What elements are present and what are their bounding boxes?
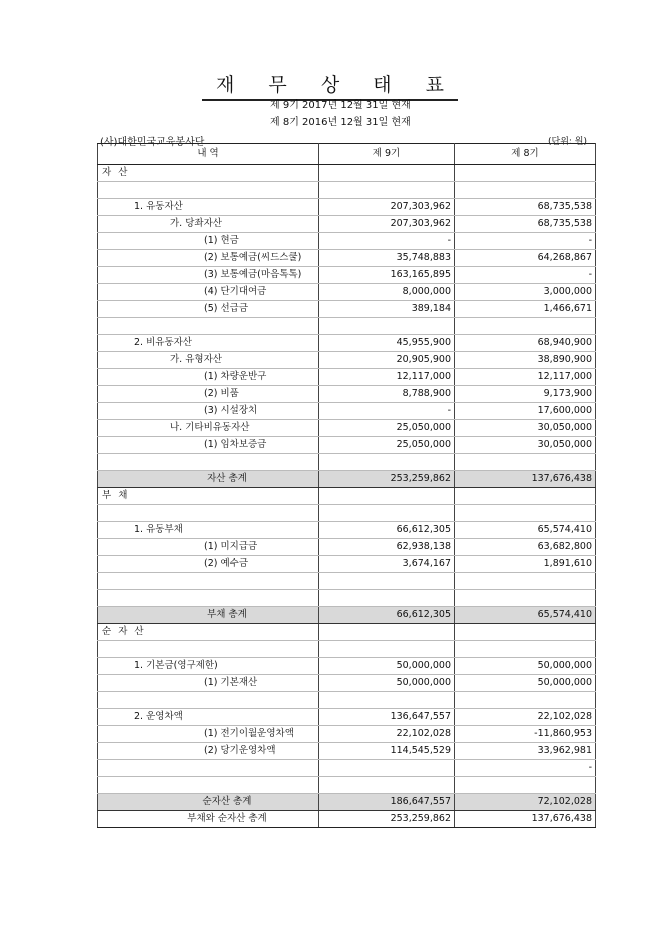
row-label: (2) 비품: [98, 386, 319, 403]
value-period-8: 68,940,900: [455, 335, 596, 352]
table-row: [98, 505, 596, 522]
value-period-9: [319, 624, 455, 641]
value-period-9: 20,905,900: [319, 352, 455, 369]
table-row: [98, 318, 596, 335]
value-period-9: [319, 165, 455, 182]
table-row: [98, 233, 596, 250]
table-row: [98, 301, 596, 318]
value-period-9: 207,303,962: [319, 199, 455, 216]
table-row: [98, 471, 596, 488]
table-row: [98, 454, 596, 471]
value-period-9: 66,612,305: [319, 522, 455, 539]
row-label: (1) 차량운반구: [98, 369, 319, 386]
value-period-9: -: [319, 403, 455, 420]
value-period-8: 1,466,671: [455, 301, 596, 318]
value-period-9: 45,955,900: [319, 335, 455, 352]
table-row: [98, 369, 596, 386]
table-row: [98, 607, 596, 624]
value-period-8: 65,574,410: [455, 522, 596, 539]
value-period-8: 64,268,867: [455, 250, 596, 267]
value-period-8: [455, 182, 596, 199]
value-period-9: [319, 760, 455, 777]
table-row: [98, 624, 596, 641]
unit-label: (단위: 원): [548, 137, 587, 147]
value-period-9: 50,000,000: [319, 675, 455, 692]
row-label: [98, 590, 319, 607]
value-period-9: 66,612,305: [319, 607, 455, 624]
value-period-8: 137,676,438: [455, 811, 596, 828]
row-label: 2. 운영차액: [98, 709, 319, 726]
row-label: 1. 기본금(영구제한): [98, 658, 319, 675]
value-period-9: [319, 318, 455, 335]
table-row: [98, 743, 596, 760]
table-row: [98, 709, 596, 726]
table-row: [98, 556, 596, 573]
value-period-9: 62,938,138: [319, 539, 455, 556]
row-label: 1. 유동부채: [98, 522, 319, 539]
value-period-9: 12,117,000: [319, 369, 455, 386]
document-title: 재 무 상 태 표: [0, 70, 660, 101]
table-row: [98, 284, 596, 301]
row-label: (1) 현금: [98, 233, 319, 250]
table-row: [98, 573, 596, 590]
value-period-8: 72,102,028: [455, 794, 596, 811]
table-row: [98, 539, 596, 556]
row-label: (1) 전기이월운영차액: [98, 726, 319, 743]
row-label: 자 산: [98, 165, 319, 182]
value-period-9: [319, 777, 455, 794]
value-period-8: [455, 318, 596, 335]
table-row: [98, 403, 596, 420]
row-label: 순자산 총계: [98, 794, 319, 811]
value-period-9: 35,748,883: [319, 250, 455, 267]
row-label: [98, 182, 319, 199]
value-period-9: 389,184: [319, 301, 455, 318]
value-period-8: 17,600,000: [455, 403, 596, 420]
value-period-9: 25,050,000: [319, 437, 455, 454]
period-current: 제 9기 2017년 12월 31일 현재: [270, 100, 411, 111]
row-label: 자산 총계: [98, 471, 319, 488]
value-period-9: 253,259,862: [319, 471, 455, 488]
row-label: 순 자 산: [98, 624, 319, 641]
table-row: [98, 352, 596, 369]
value-period-8: -: [455, 233, 596, 250]
row-label: [98, 641, 319, 658]
value-period-8: [455, 624, 596, 641]
value-period-8: [455, 165, 596, 182]
value-period-9: -: [319, 233, 455, 250]
value-period-9: 207,303,962: [319, 216, 455, 233]
row-label: (4) 단기대여금: [98, 284, 319, 301]
row-label: (1) 기본재산: [98, 675, 319, 692]
table-row: [98, 675, 596, 692]
row-label: [98, 505, 319, 522]
value-period-8: -11,860,953: [455, 726, 596, 743]
value-period-9: [319, 573, 455, 590]
value-period-9: 163,165,895: [319, 267, 455, 284]
table-row: [98, 811, 596, 828]
value-period-8: [455, 454, 596, 471]
row-label: [98, 318, 319, 335]
row-label: (1) 임차보증금: [98, 437, 319, 454]
table-row: [98, 216, 596, 233]
value-period-8: 12,117,000: [455, 369, 596, 386]
value-period-8: 9,173,900: [455, 386, 596, 403]
table-row: [98, 165, 596, 182]
row-label: 가. 유형자산: [98, 352, 319, 369]
table-row: [98, 658, 596, 675]
table-row: [98, 590, 596, 607]
header-item: 내 역: [98, 144, 319, 165]
value-period-8: 50,000,000: [455, 658, 596, 675]
value-period-9: [319, 692, 455, 709]
row-label: (3) 시설장치: [98, 403, 319, 420]
value-period-8: [455, 692, 596, 709]
row-label: (5) 선급금: [98, 301, 319, 318]
period-prior: 제 8기 2016년 12월 31일 현재: [270, 117, 411, 128]
row-label: 2. 비유동자산: [98, 335, 319, 352]
table-row: [98, 267, 596, 284]
table-row: [98, 199, 596, 216]
value-period-8: [455, 573, 596, 590]
row-label: 가. 당좌자산: [98, 216, 319, 233]
value-period-9: [319, 590, 455, 607]
value-period-8: 3,000,000: [455, 284, 596, 301]
balance-sheet-table: [97, 143, 596, 828]
table-row: [98, 777, 596, 794]
row-label: 부채 총계: [98, 607, 319, 624]
value-period-8: [455, 488, 596, 505]
value-period-9: 8,000,000: [319, 284, 455, 301]
table-row: [98, 335, 596, 352]
table-row: [98, 692, 596, 709]
value-period-9: 50,000,000: [319, 658, 455, 675]
value-period-9: [319, 454, 455, 471]
row-label: [98, 777, 319, 794]
row-label: 나. 기타비유동자산: [98, 420, 319, 437]
table-row: [98, 794, 596, 811]
row-label: 부 채: [98, 488, 319, 505]
value-period-8: 68,735,538: [455, 199, 596, 216]
row-label: [98, 760, 319, 777]
value-period-8: 1,891,610: [455, 556, 596, 573]
table-row: [98, 250, 596, 267]
value-period-8: 33,962,981: [455, 743, 596, 760]
row-label: 부채와 순자산 총계: [98, 811, 319, 828]
row-label: (2) 당기운영차액: [98, 743, 319, 760]
value-period-9: [319, 641, 455, 658]
value-period-9: [319, 182, 455, 199]
value-period-9: 3,674,167: [319, 556, 455, 573]
row-label: (3) 보통예금(마음톡톡): [98, 267, 319, 284]
value-period-9: [319, 505, 455, 522]
table-row: [98, 488, 596, 505]
value-period-8: 30,050,000: [455, 420, 596, 437]
value-period-9: 136,647,557: [319, 709, 455, 726]
row-label: [98, 692, 319, 709]
value-period-8: 30,050,000: [455, 437, 596, 454]
value-period-9: 22,102,028: [319, 726, 455, 743]
value-period-8: 38,890,900: [455, 352, 596, 369]
value-period-8: [455, 505, 596, 522]
table-row: [98, 437, 596, 454]
value-period-9: 25,050,000: [319, 420, 455, 437]
row-label: 1. 유동자산: [98, 199, 319, 216]
row-label: (2) 보통예금(씨드스쿨): [98, 250, 319, 267]
table-row: [98, 420, 596, 437]
value-period-8: [455, 590, 596, 607]
value-period-8: [455, 777, 596, 794]
organization-name: (사)대한민국교육봉사단: [100, 137, 205, 148]
header-row: [98, 144, 596, 165]
row-label: (2) 예수금: [98, 556, 319, 573]
value-period-9: 8,788,900: [319, 386, 455, 403]
table-row: [98, 641, 596, 658]
value-period-8: -: [455, 760, 596, 777]
table-row: [98, 726, 596, 743]
value-period-9: 253,259,862: [319, 811, 455, 828]
value-period-9: 186,647,557: [319, 794, 455, 811]
value-period-9: [319, 488, 455, 505]
table-row: [98, 522, 596, 539]
header-period-9: 제 9기: [319, 144, 455, 165]
header-period-8: 제 8기: [455, 144, 596, 165]
value-period-8: [455, 641, 596, 658]
row-label: [98, 454, 319, 471]
table-row: [98, 386, 596, 403]
value-period-9: 114,545,529: [319, 743, 455, 760]
value-period-8: -: [455, 267, 596, 284]
value-period-8: 137,676,438: [455, 471, 596, 488]
value-period-8: 68,735,538: [455, 216, 596, 233]
row-label: [98, 573, 319, 590]
value-period-8: 65,574,410: [455, 607, 596, 624]
value-period-8: 63,682,800: [455, 539, 596, 556]
table-row: [98, 760, 596, 777]
value-period-8: 22,102,028: [455, 709, 596, 726]
table-row: [98, 182, 596, 199]
row-label: (1) 미지급금: [98, 539, 319, 556]
value-period-8: 50,000,000: [455, 675, 596, 692]
